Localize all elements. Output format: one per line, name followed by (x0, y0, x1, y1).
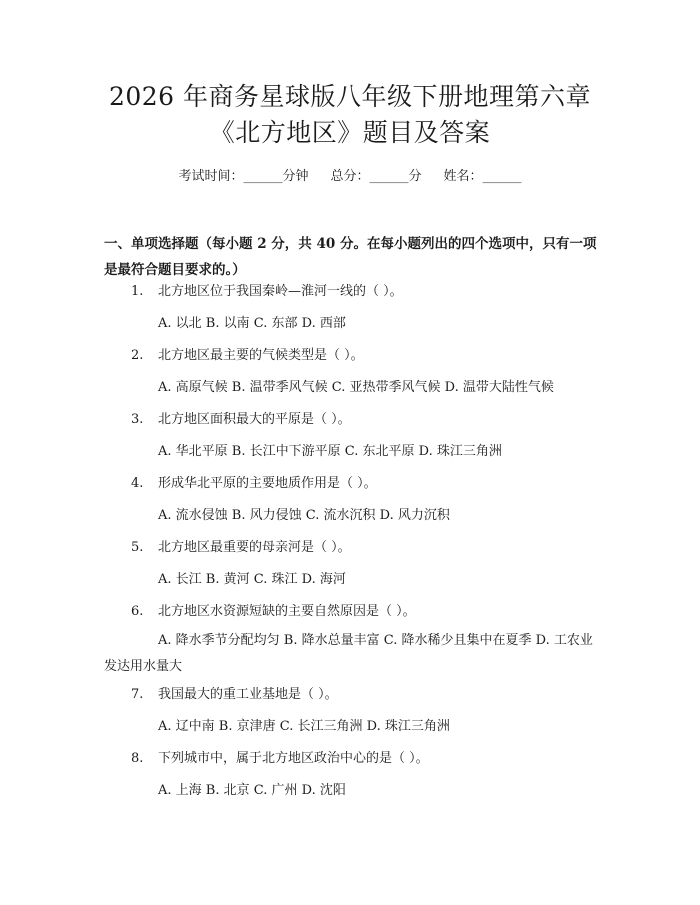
question-stem: 下列城市中，属于北方地区政治中心的是（ ）。 (158, 751, 429, 766)
question-stem: 北方地区位于我国秦岭—淮河一线的（ ）。 (158, 284, 403, 299)
question-stem: 北方地区最主要的气候类型是（ ）。 (158, 348, 364, 363)
question-number: 7. (131, 687, 144, 702)
question-7-options: A. 辽中南 B. 京津唐 C. 长江三角洲 D. 珠江三角洲 (158, 719, 450, 734)
total-score-field: 总分：______分 (330, 169, 422, 184)
question-number: 3. (131, 412, 144, 427)
student-name-field: 姓名：______ (443, 169, 522, 184)
question-4-options: A. 流水侵蚀 B. 风力侵蚀 C. 流水沉积 D. 风力沉积 (158, 508, 450, 523)
question-number: 1. (131, 284, 144, 299)
question-number: 8. (131, 751, 144, 766)
section-heading-single-choice: 一、单项选择题（每小题 2 分，共 40 分。在每小题列出的四个选项中，只有一项是最符合题目要求的。） (104, 236, 597, 278)
question-number: 4. (131, 476, 144, 491)
question-1-options: A. 以北 B. 以南 C. 东部 D. 西部 (158, 316, 346, 331)
question-stem: 我国最大的重工业基地是（ ）。 (158, 687, 338, 702)
page-title-line-2: 《北方地区》题目及答案 (209, 118, 491, 147)
exam-meta (0, 168, 700, 186)
question-stem: 北方地区面积最大的平原是（ ）。 (158, 412, 351, 427)
question-number: 6. (131, 604, 144, 619)
question-number: 5. (131, 540, 144, 555)
question-6-options: A. 降水季节分配均匀 B. 降水总量丰富 C. 降水稀少且集中在夏季 D. 工农业发达用水量大 (104, 633, 593, 674)
question-stem: 北方地区水资源短缺的主要自然原因是（ ）。 (158, 604, 416, 619)
question-number: 2. (131, 348, 144, 363)
question-5-options: A. 长江 B. 黄河 C. 珠江 D. 海河 (158, 572, 346, 587)
question-8-options: A. 上海 B. 北京 C. 广州 D. 沈阳 (158, 783, 346, 798)
question-3-options: A. 华北平原 B. 长江中下游平原 C. 东北平原 D. 珠江三角洲 (158, 444, 502, 459)
exam-time-field: 考试时间：______分钟 (178, 169, 309, 184)
question-stem: 形成华北平原的主要地质作用是（ ）。 (158, 476, 377, 491)
question-2-options: A. 高原气候 B. 温带季风气候 C. 亚热带季风气候 D. 温带大陆性气候 (158, 380, 554, 395)
question-stem: 北方地区最重要的母亲河是（ ）。 (158, 540, 351, 555)
page-title-line-1: 2026 年商务星球版八年级下册地理第六章 (108, 82, 592, 111)
